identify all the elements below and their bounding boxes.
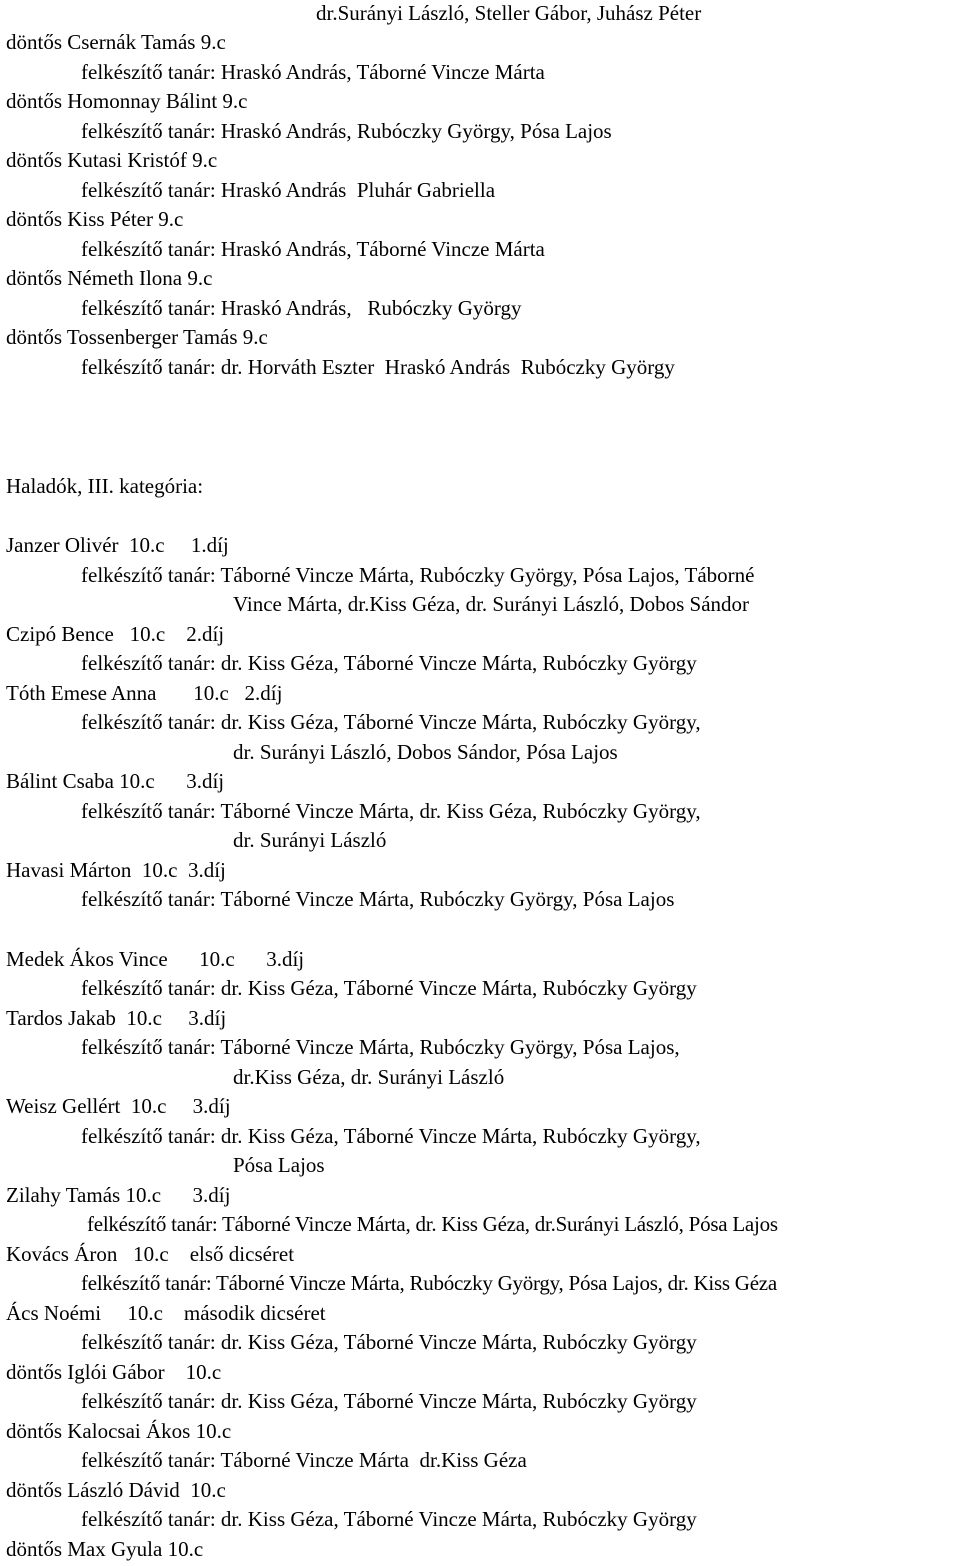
text-line: dr. Surányi László (233, 828, 387, 852)
text-line: döntős Kiss Péter 9.c (6, 207, 184, 231)
text-line: felkészítő tanár: Hraskó András Pluhár Gabriella (81, 178, 496, 202)
text-line: döntős Németh Ilona 9.c (6, 266, 213, 290)
text-line: döntős Homonnay Bálint 9.c (6, 89, 248, 113)
text-line: Ács Noémi 10.c második dicséret (6, 1301, 326, 1325)
text-line: Havasi Márton 10.c 3.díj (6, 858, 226, 882)
text-line: Pósa Lajos (233, 1153, 325, 1177)
text-line: felkészítő tanár: Hraskó András, Rubóczky György, Pósa Lajos (81, 119, 612, 143)
text-line: felkészítő tanár: dr. Kiss Géza, Táborné Vincze Márta, Rubóczky György (81, 1389, 697, 1413)
text-line: Janzer Olivér 10.c 1.díj (6, 533, 229, 557)
text-line: felkészítő tanár: Táborné Vincze Márta, Rubóczky György, Pósa Lajos, (81, 1035, 680, 1059)
text-line: Tóth Emese Anna 10.c 2.díj (6, 681, 283, 705)
text-line: döntős Csernák Tamás 9.c (6, 30, 226, 54)
text-line: felkészítő tanár: dr. Kiss Géza, Táborné Vincze Márta, Rubóczky György, (81, 1124, 701, 1148)
text-line: döntős Iglói Gábor 10.c (6, 1360, 222, 1384)
text-line: dr.Kiss Géza, dr. Surányi László (233, 1065, 505, 1089)
text-line: döntős Kutasi Kristóf 9.c (6, 148, 218, 172)
text-line: Czipó Bence 10.c 2.díj (6, 622, 225, 646)
text-line: felkészítő tanár: dr. Kiss Géza, Táborné Vincze Márta, Rubóczky György (81, 976, 697, 1000)
text-line: Vince Márta, dr.Kiss Géza, dr. Surányi László, Dobos Sándor (233, 592, 750, 616)
text-line: döntős Tossenberger Tamás 9.c (6, 325, 268, 349)
text-line: döntős Max Gyula 10.c (6, 1537, 204, 1561)
text-line: Bálint Csaba 10.c 3.díj (6, 769, 225, 793)
text-line: felkészítő tanár: dr. Kiss Géza, Táborné Vincze Márta, Rubóczky György (81, 651, 697, 675)
text-line: döntős Kalocsai Ákos 10.c (6, 1419, 232, 1443)
text-line: Zilahy Tamás 10.c 3.díj (6, 1183, 231, 1207)
text-line: felkészítő tanár: Hraskó András, Rubóczky György (81, 296, 522, 320)
text-line: Kovács Áron 10.c első dicséret (6, 1242, 295, 1266)
text-line: felkészítő tanár: dr. Horváth Eszter Hraskó András Rubóczky György (81, 355, 675, 379)
text-line: felkészítő tanár: Táborné Vincze Márta, Rubóczky György, Pósa Lajos (81, 887, 675, 911)
text-line: döntős László Dávid 10.c (6, 1478, 226, 1502)
text-line: Medek Ákos Vince 10.c 3.díj (6, 947, 305, 971)
text-line: Weisz Gellért 10.c 3.díj (6, 1094, 231, 1118)
text-line: felkészítő tanár: Táborné Vincze Márta, dr. Kiss Géza, dr.Surányi László, Pósa Lajos (87, 1212, 778, 1236)
text-line: felkészítő tanár: Hraskó András, Táborné Vincze Márta (81, 237, 545, 261)
text-line: felkészítő tanár: Hraskó András, Táborné Vincze Márta (81, 60, 545, 84)
text-line: felkészítő tanár: Táborné Vincze Márta, Rubóczky György, Pósa Lajos, dr. Kiss Géza (81, 1271, 777, 1295)
text-line: Tardos Jakab 10.c 3.díj (6, 1006, 227, 1030)
text-line: felkészítő tanár: dr. Kiss Géza, Táborné Vincze Márta, Rubóczky György (81, 1507, 697, 1531)
text-line: felkészítő tanár: Táborné Vincze Márta, Rubóczky György, Pósa Lajos, Táborné (81, 563, 755, 587)
text-line: felkészítő tanár: dr. Kiss Géza, Táborné Vincze Márta, Rubóczky György (81, 1330, 697, 1354)
text-line: felkészítő tanár: dr. Kiss Géza, Táborné Vincze Márta, Rubóczky György, (81, 710, 701, 734)
text-line: felkészítő tanár: Táborné Vincze Márta, dr. Kiss Géza, Rubóczky György, (81, 799, 701, 823)
text-line: dr.Surányi László, Steller Gábor, Juhász Péter (316, 1, 702, 25)
text-line: dr. Surányi László, Dobos Sándor, Pósa Lajos (233, 740, 618, 764)
section-heading: Haladók, III. kategória: (6, 474, 204, 498)
text-line: felkészítő tanár: Táborné Vincze Márta dr.Kiss Géza (81, 1448, 527, 1472)
